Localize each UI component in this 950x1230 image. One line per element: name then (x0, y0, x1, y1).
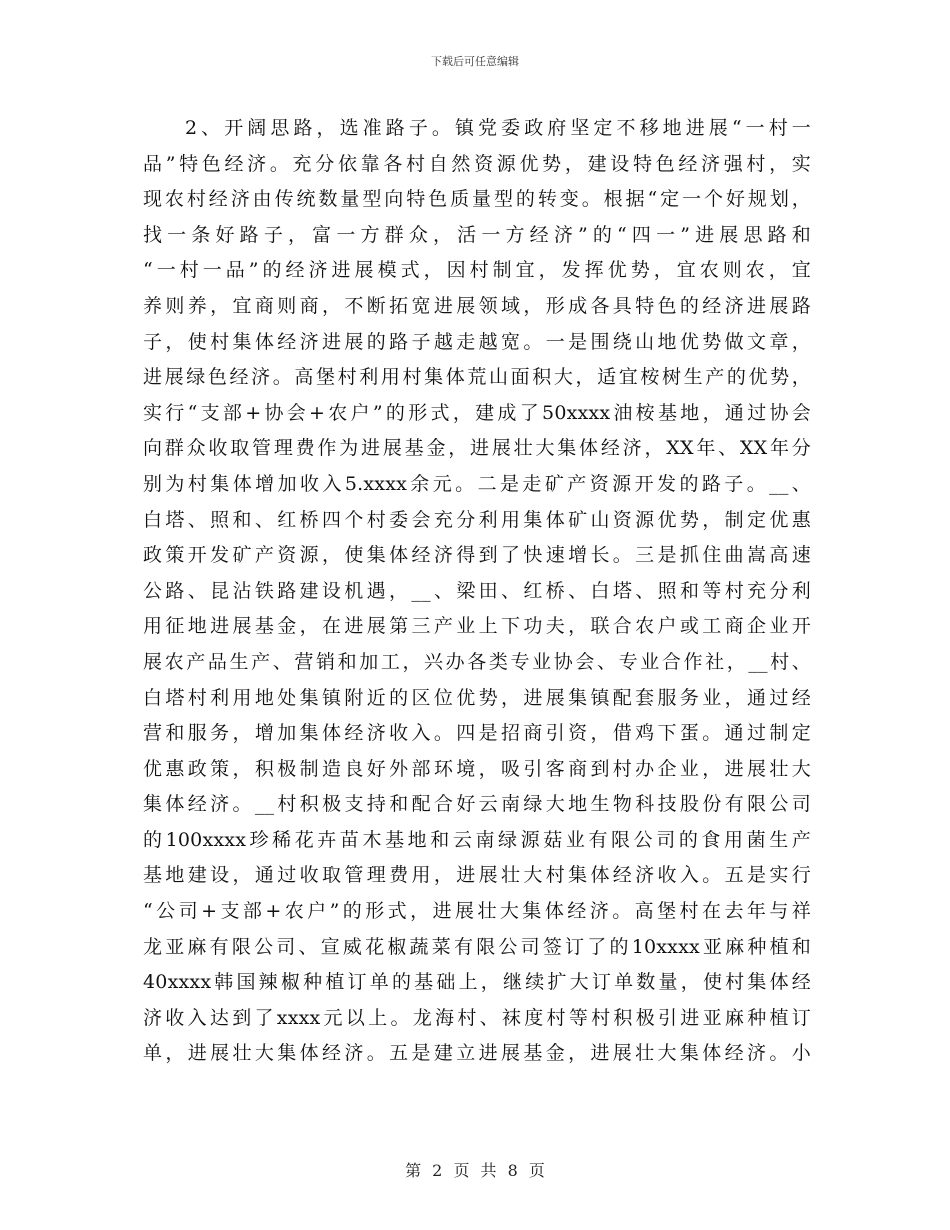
text-line: 优惠政策，积极制造良好外部环境，吸引客商到村办企业，进展壮大 (143, 757, 811, 780)
text-line: 济收入达到了xxxx元以上。龙海村、袜度村等村积极引进亚麻种植订 (143, 1006, 811, 1029)
text-line: 龙亚麻有限公司、宣威花椒蔬菜有限公司签订了的10xxxx亚麻种植和 (143, 935, 811, 958)
text-line: 基地建设，通过收取管理费用，进展壮大村集体经济收入。五是实行 (143, 864, 811, 887)
text-line: 子，使村集体经济进展的路子越走越宽。一是围绕山地优势做文章， (143, 330, 811, 353)
text-line: 用征地进展基金，在进展第三产业上下功夫，联合农户或工商企业开 (143, 615, 811, 638)
text-line: “公司+支部+农户”的形式，进展壮大集体经济。高堡村在去年与祥 (143, 900, 811, 923)
text-line: 白塔、照和、红桥四个村委会充分利用集体矿山资源优势，制定优惠 (143, 508, 811, 531)
text-line: 集体经济。__村积极支持和配合好云南绿大地生物科技股份有限公司 (143, 793, 811, 816)
text-line: 别为村集体增加收入5.xxxx余元。二是走矿产资源开发的路子。__、 (143, 472, 811, 495)
text-line: 营和服务，增加集体经济收入。四是招商引资，借鸡下蛋。通过制定 (143, 722, 811, 745)
text-line: 现农村经济由传统数量型向特色质量型的转变。根据“定一个好规划， (143, 188, 811, 211)
text-line: 养则养，宜商则商，不断拓宽进展领域，形成各具特色的经济进展路 (143, 294, 811, 317)
page-number: 第 2 页 共 8 页 (405, 1161, 545, 1180)
text-line: 单，进展壮大集体经济。五是建立进展基金，进展壮大集体经济。小 (143, 1042, 811, 1065)
text-line: 公路、昆沾铁路建设机遇，__、梁田、红桥、白塔、照和等村充分利 (143, 579, 811, 602)
text-line: 向群众收取管理费作为进展基金，进展壮大集体经济，XX年、XX年分 (143, 437, 811, 460)
text-line: 40xxxx韩国辣椒种植订单的基础上，继续扩大订单数量，使村集体经 (143, 971, 811, 994)
text-line: 进展绿色经济。高堡村利用村集体荒山面积大，适宜桉树生产的优势， (143, 366, 811, 389)
body-text (143, 111, 811, 1072)
text-line: 的100xxxx珍稀花卉苗木基地和云南绿源菇业有限公司的食用菌生产 (143, 828, 811, 851)
page-header-note: 下载后可任意编辑 (431, 55, 519, 68)
text-line: “一村一品”的经济进展模式，因村制宜，发挥优势，宜农则农，宜 (143, 259, 811, 282)
text-line: 展农产品生产、营销和加工，兴办各类专业协会、专业合作社，__村、 (143, 650, 811, 673)
text-line: 品”特色经济。充分依靠各村自然资源优势，建设特色经济强村，实 (143, 152, 811, 175)
text-line: 政策开发矿产资源，使集体经济得到了快速增长。三是抓住曲嵩高速 (143, 544, 811, 567)
text-line: 实行“支部+协会+农户”的形式，建成了50xxxx油桉基地，通过协会 (143, 401, 811, 424)
text-line: 2、开阔思路，选准路子。镇党委政府坚定不移地进展“一村一 (185, 117, 811, 139)
text-line: 找一条好路子，富一方群众，活一方经济”的“四一”进展思路和 (143, 223, 811, 246)
text-line: 白塔村利用地处集镇附近的区位优势，进展集镇配套服务业，通过经 (143, 686, 811, 709)
